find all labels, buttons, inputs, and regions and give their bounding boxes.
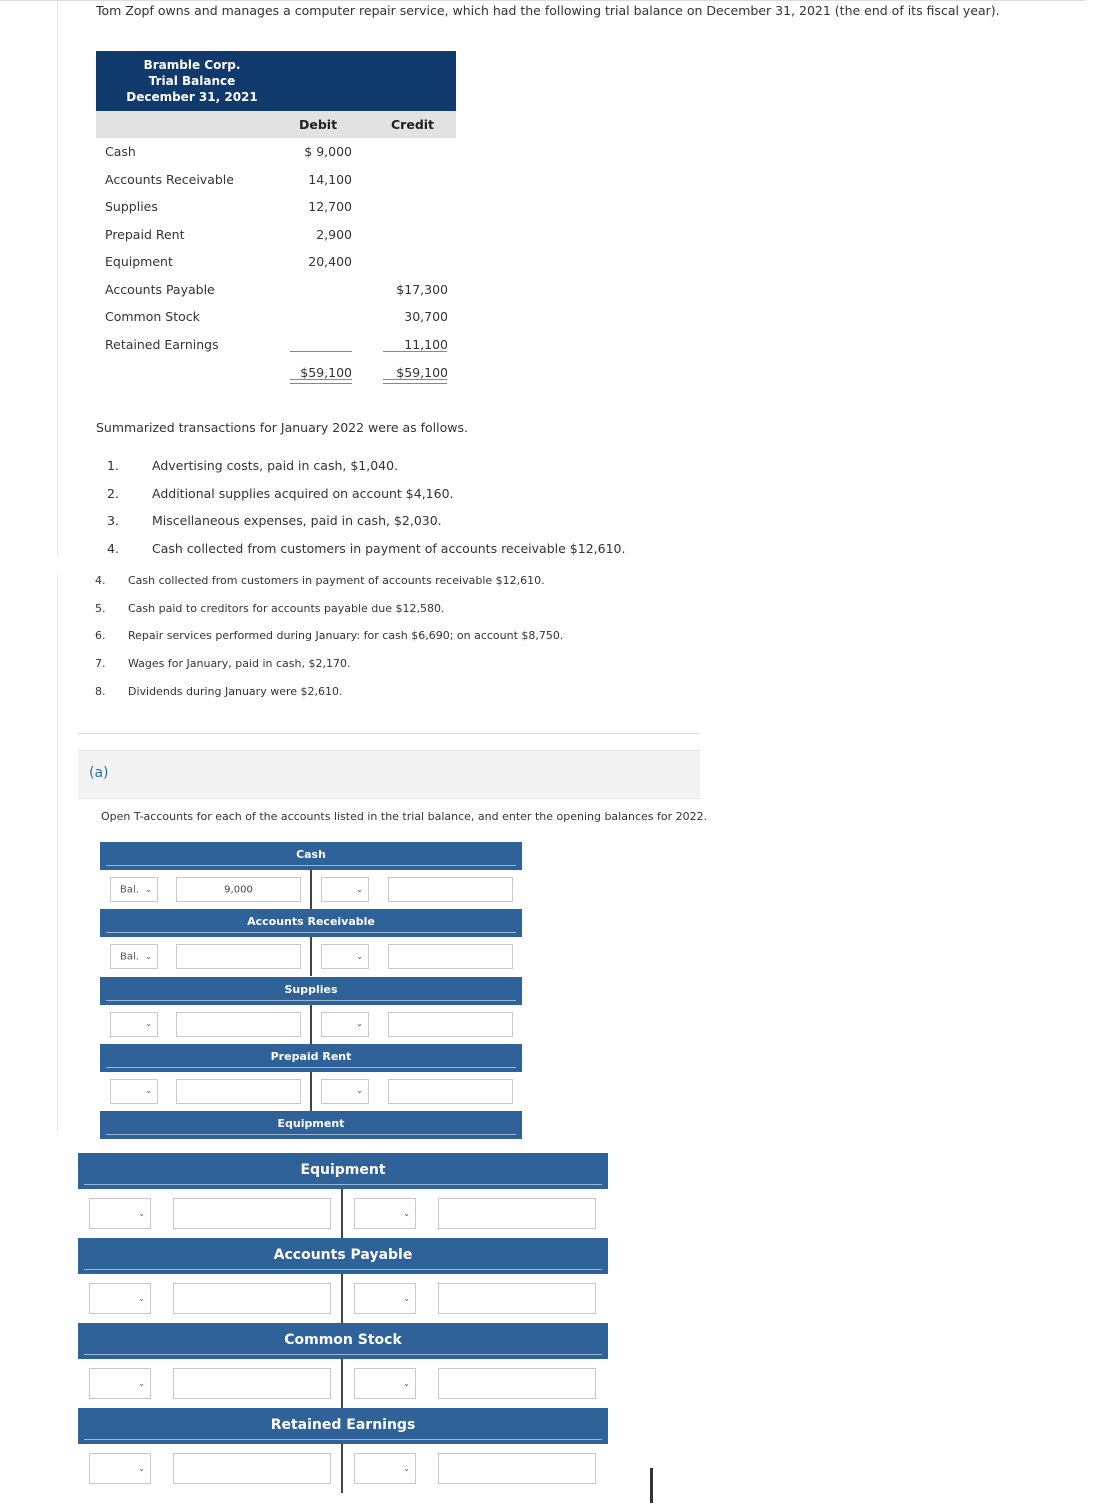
credit-underline xyxy=(383,351,447,352)
transaction-number: 8. xyxy=(95,684,106,698)
t-account-divider xyxy=(310,1072,312,1111)
transaction-number: 3. xyxy=(107,513,119,528)
select-value: Bal. xyxy=(120,951,139,963)
transaction-text: Wages for January, paid in cash, $2,170. xyxy=(128,657,351,671)
chevron-down-icon: ⌄ xyxy=(356,1019,363,1029)
t-account-divider xyxy=(310,870,312,909)
t-account-header-accounts-payable xyxy=(78,1238,608,1274)
summary-text: Summarized transactions for January 2022 were as follows. xyxy=(96,420,468,435)
input-value: 9,000 xyxy=(224,884,253,895)
part-label: (a) xyxy=(89,765,109,781)
debit-amount-input[interactable] xyxy=(176,1079,301,1104)
text-cursor xyxy=(650,1468,653,1503)
transaction-text: Miscellaneous expenses, paid in cash, $2,030. xyxy=(152,513,442,528)
debit-amount-input[interactable] xyxy=(173,1198,331,1229)
statement-title: Trial Balance xyxy=(148,74,236,88)
t-account-header-retained-earnings xyxy=(78,1408,608,1444)
account-title: Cash xyxy=(296,848,326,861)
account-name: Supplies xyxy=(105,199,158,214)
credit-amount: 11,100 xyxy=(404,336,448,352)
account-name: Common Stock xyxy=(105,309,200,324)
account-name: Prepaid Rent xyxy=(105,226,185,242)
left-rule-lower xyxy=(57,575,58,1131)
debit-label-select[interactable] xyxy=(89,1453,151,1484)
credit-label-select[interactable] xyxy=(354,1453,416,1484)
transaction-number: 2. xyxy=(107,485,119,501)
chevron-down-icon: ⌄ xyxy=(145,1086,152,1096)
chevron-down-icon: ⌄ xyxy=(356,1086,363,1096)
t-account-divider xyxy=(341,1359,343,1408)
chevron-down-icon: ⌄ xyxy=(145,884,152,894)
chevron-down-icon: ⌄ xyxy=(138,1208,145,1218)
debit-amount-input[interactable] xyxy=(173,1368,331,1399)
credit-amount: $17,300 xyxy=(396,281,448,297)
debit-amount: $ 9,000 xyxy=(304,144,352,159)
header-rule xyxy=(84,1439,602,1440)
statement-date: December 31, 2021 xyxy=(126,90,258,104)
debit-label-select[interactable] xyxy=(110,877,158,902)
account-name: Accounts Receivable xyxy=(105,171,234,187)
credit-amount-input[interactable] xyxy=(388,1012,513,1037)
account-name: Accounts Payable xyxy=(105,281,215,297)
t-account-header-accounts-receivable xyxy=(100,909,522,937)
header-rule xyxy=(106,1134,516,1135)
chevron-down-icon: ⌄ xyxy=(138,1378,145,1388)
account-title: Accounts Receivable xyxy=(247,915,375,929)
credit-label-select[interactable] xyxy=(354,1198,416,1229)
top-divider xyxy=(0,0,1085,1)
account-title: Retained Earnings xyxy=(270,1417,416,1433)
part-a-header xyxy=(78,750,700,799)
transaction-number: 1. xyxy=(107,458,119,473)
debit-amount: 12,700 xyxy=(308,199,352,214)
t-account-divider xyxy=(310,937,312,976)
account-name: Retained Earnings xyxy=(105,336,219,352)
account-title: Equipment xyxy=(300,1162,386,1178)
transaction-number: 4. xyxy=(95,574,106,587)
total-credit: $59,100 xyxy=(396,365,448,380)
t-account-header-supplies xyxy=(100,977,522,1005)
problem-intro: Tom Zopf owns and manages a computer repair service, which had the following trial balance on December 31, 2021 (the end of its fiscal year). xyxy=(96,3,1000,18)
t-account-divider xyxy=(310,1005,312,1044)
transaction-text: Cash collected from customers in payment of accounts receivable $12,610. xyxy=(152,540,626,556)
debit-amount: 2,900 xyxy=(316,226,352,242)
account-title: Supplies xyxy=(284,982,338,996)
chevron-down-icon: ⌄ xyxy=(138,1293,145,1303)
chevron-down-icon: ⌄ xyxy=(145,1019,152,1029)
transaction-text: Cash collected from customers in payment of accounts receivable $12,610. xyxy=(128,574,545,587)
t-account-divider xyxy=(341,1274,343,1323)
instruction-text: Open T-accounts for each of the accounts listed in the trial balance, and enter the opening balances for 2022. xyxy=(101,810,708,823)
debit-label-select[interactable] xyxy=(89,1368,151,1399)
credit-amount-input[interactable] xyxy=(438,1198,596,1229)
section-divider xyxy=(78,733,700,734)
trial-balance-column-headers xyxy=(96,111,456,138)
credit-amount-input[interactable] xyxy=(388,877,513,902)
transaction-number: 4. xyxy=(107,540,119,556)
t-account-header-prepaid-rent xyxy=(100,1044,522,1072)
credit-double-underline xyxy=(383,379,447,384)
company-name: Bramble Corp. xyxy=(143,58,241,72)
chevron-down-icon: ⌄ xyxy=(138,1463,145,1473)
debit-label-select[interactable] xyxy=(110,944,158,969)
debit-amount-input[interactable] xyxy=(176,944,301,969)
account-name: Cash xyxy=(105,144,136,159)
credit-label-select[interactable] xyxy=(354,1368,416,1399)
account-title: Accounts Payable xyxy=(273,1247,413,1263)
chevron-down-icon: ⌄ xyxy=(403,1293,410,1303)
debit-amount-input[interactable] xyxy=(176,1012,301,1037)
t-account-divider xyxy=(341,1189,343,1238)
credit-amount-input[interactable] xyxy=(388,1079,513,1104)
transaction-text: Advertising costs, paid in cash, $1,040. xyxy=(152,458,399,473)
chevron-down-icon: ⌄ xyxy=(356,951,363,961)
chevron-down-icon: ⌄ xyxy=(356,884,363,894)
credit-label-select[interactable] xyxy=(321,1079,369,1104)
total-debit: $59,100 xyxy=(300,365,352,380)
header-rule xyxy=(106,1067,516,1068)
debit-amount-input[interactable] xyxy=(173,1283,331,1314)
credit-header: Credit xyxy=(391,117,435,132)
debit-amount: 20,400 xyxy=(308,254,352,269)
select-value: Bal. xyxy=(120,884,139,895)
header-rule xyxy=(106,1000,516,1001)
debit-amount-input[interactable] xyxy=(173,1453,331,1484)
account-title: Equipment xyxy=(277,1117,345,1131)
account-title: Prepaid Rent xyxy=(270,1049,352,1063)
t-account-header-common-stock xyxy=(78,1323,608,1359)
account-name: Equipment xyxy=(105,254,173,269)
header-rule xyxy=(106,865,516,866)
account-title: Common Stock xyxy=(284,1332,402,1348)
chevron-down-icon: ⌄ xyxy=(403,1208,410,1218)
debit-underline xyxy=(290,351,352,352)
header-rule xyxy=(84,1184,602,1185)
transaction-text: Dividends during January were $2,610. xyxy=(128,684,343,698)
credit-amount-input[interactable] xyxy=(438,1368,596,1399)
transaction-number: 7. xyxy=(95,657,106,671)
header-rule xyxy=(106,932,516,933)
chevron-down-icon: ⌄ xyxy=(403,1378,410,1388)
trial-balance-header xyxy=(96,51,456,111)
debit-amount-input[interactable] xyxy=(176,877,301,902)
credit-amount-input[interactable] xyxy=(438,1453,596,1484)
debit-label-select[interactable] xyxy=(89,1283,151,1314)
t-account-header-equipment xyxy=(78,1153,608,1189)
debit-label-select[interactable] xyxy=(110,1079,158,1104)
credit-amount: 30,700 xyxy=(404,309,448,324)
debit-header: Debit xyxy=(299,117,338,132)
debit-amount: 14,100 xyxy=(308,171,352,187)
credit-amount-input[interactable] xyxy=(438,1283,596,1314)
transaction-number: 6. xyxy=(95,629,106,643)
debit-double-underline xyxy=(290,379,352,384)
transaction-text: Additional supplies acquired on account $4,160. xyxy=(152,485,454,501)
credit-label-select[interactable] xyxy=(321,1012,369,1037)
header-rule xyxy=(84,1354,602,1355)
credit-label-select[interactable] xyxy=(321,944,369,969)
debit-label-select[interactable] xyxy=(89,1198,151,1229)
t-account-header-equipment xyxy=(100,1111,522,1139)
t-account-divider xyxy=(341,1444,343,1493)
transaction-text: Cash paid to creditors for accounts payable due $12,580. xyxy=(128,601,445,615)
chevron-down-icon: ⌄ xyxy=(145,951,152,961)
credit-label-select[interactable] xyxy=(354,1283,416,1314)
debit-label-select[interactable] xyxy=(110,1012,158,1037)
t-account-header-cash xyxy=(100,842,522,870)
credit-label-select[interactable] xyxy=(321,877,369,902)
header-rule xyxy=(84,1269,602,1270)
transaction-number: 5. xyxy=(95,601,106,615)
credit-amount-input[interactable] xyxy=(388,944,513,969)
chevron-down-icon: ⌄ xyxy=(403,1463,410,1473)
transaction-text: Repair services performed during January: for cash $6,690; on account $8,750. xyxy=(128,629,564,643)
